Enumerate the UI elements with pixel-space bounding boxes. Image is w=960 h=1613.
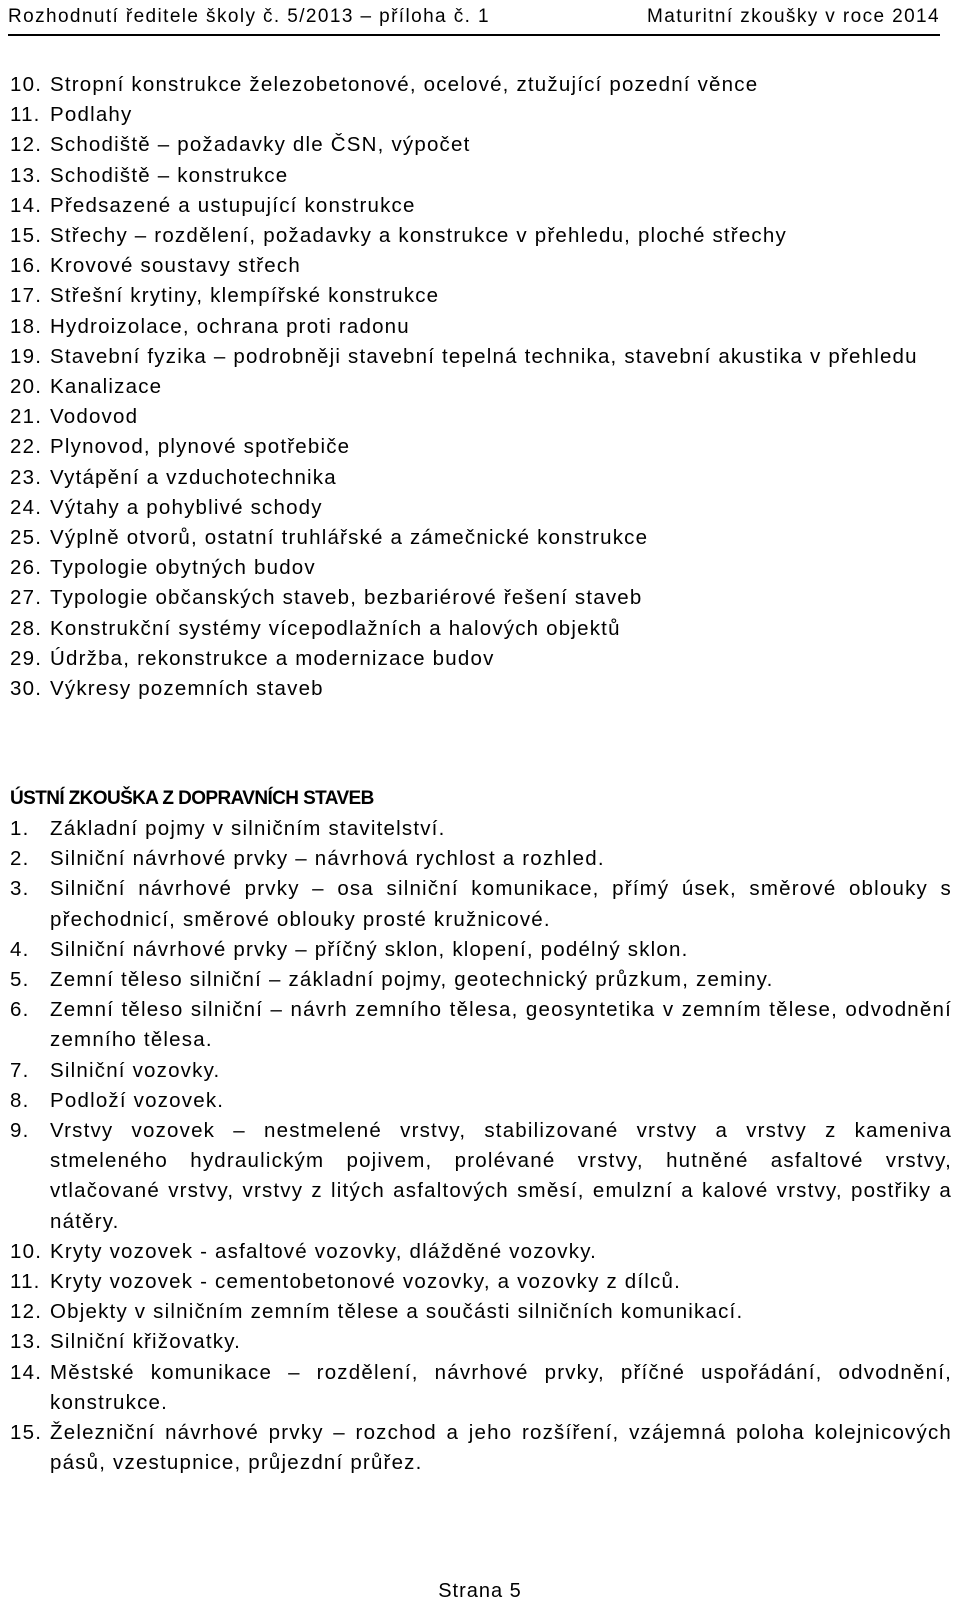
- item-text: Stropní konstrukce železobetonové, ocelové, ztužující pozední věnce: [50, 73, 759, 96]
- list-item: [10, 1086, 952, 1116]
- item-text: Plynovod, plynové spotřebiče: [50, 435, 351, 459]
- item-number: 29.: [10, 646, 43, 670]
- item-number: 13.: [10, 163, 43, 187]
- item-text: Kryty vozovek - asfaltové vozovky, dlážděné vozovky.: [50, 1239, 598, 1263]
- item-number: 14.: [10, 193, 43, 217]
- list-item: [10, 312, 952, 342]
- item-number: 7.: [10, 1058, 30, 1082]
- list-item: [10, 191, 952, 221]
- item-number: 25.: [10, 526, 43, 550]
- item-text: Stavební fyzika – podrobněji stavební tepelná technika, stavební akustika v přehledu: [50, 344, 918, 368]
- item-text: Zemní těleso silniční – návrh zemního tělesa, geosyntetika v zemním tělese, odvodnění zemního tělesa.: [50, 998, 952, 1052]
- item-number: 8.: [10, 1088, 30, 1112]
- item-text: Silniční vozovky.: [50, 1058, 221, 1082]
- item-text: Střechy – rozdělení, požadavky a konstrukce v přehledu, ploché střechy: [50, 224, 787, 248]
- item-number: 26.: [10, 556, 43, 580]
- list-item: [10, 100, 952, 130]
- item-number: 3.: [10, 877, 30, 901]
- item-text: Schodiště – požadavky dle ČSN, výpočet: [50, 133, 471, 157]
- list-item: [10, 644, 952, 674]
- item-text: Typologie občanských staveb, bezbariérové řešení staveb: [50, 586, 643, 610]
- item-number: 22.: [10, 435, 43, 459]
- item-number: 23.: [10, 465, 43, 489]
- item-text: Konstrukční systémy vícepodlažních a halových objektů: [50, 616, 621, 640]
- item-number: 30.: [10, 677, 43, 701]
- list-item: [10, 1116, 952, 1237]
- list-item: [10, 130, 952, 160]
- list-item: [10, 965, 952, 995]
- item-number: 19.: [10, 344, 43, 368]
- item-number: 2.: [10, 847, 30, 871]
- list-item: [10, 1297, 952, 1327]
- item-text: Objekty v silničním zemním tělese a součásti silničních komunikací.: [50, 1300, 744, 1324]
- list-item: [10, 995, 952, 1055]
- item-number: 5.: [10, 968, 30, 992]
- list-item: [10, 1056, 952, 1086]
- list-item: [10, 523, 952, 553]
- list-item: [10, 161, 952, 191]
- list-item: [10, 874, 952, 934]
- item-text: Silniční návrhové prvky – příčný sklon, klopení, podélný sklon.: [50, 937, 689, 961]
- item-text: Vrstvy vozovek – nestmelené vrstvy, stabilizované vrstvy a vrstvy z kameniva stmeleného hydraulickým pojivem, prolévané vrstvy, hutněné asfaltové vrstvy, vtlačované vrstvy, vrstvy z litých asfaltových směsí, emulzní a kalové vrstvy, postřiky a nátěry.: [50, 1119, 952, 1233]
- item-text: Vytápění a vzduchotechnika: [50, 465, 337, 489]
- list-item: [10, 1358, 952, 1418]
- item-text: Typologie obytných budov: [50, 556, 316, 580]
- item-text: Podloží vozovek.: [50, 1088, 225, 1112]
- list-item: [10, 814, 952, 844]
- construction-topics-list: [10, 70, 952, 704]
- list-item: [10, 844, 952, 874]
- list-item: [10, 1327, 952, 1357]
- item-number: 27.: [10, 586, 43, 610]
- list-item: [10, 342, 952, 372]
- list-item: [10, 1267, 952, 1297]
- item-text: Podlahy: [50, 103, 133, 127]
- item-number: 20.: [10, 375, 43, 399]
- item-number: 17.: [10, 284, 43, 308]
- list-item: [10, 583, 952, 613]
- list-item: [10, 614, 952, 644]
- item-text: Předsazené a ustupující konstrukce: [50, 193, 416, 217]
- item-text: Výkresy pozemních staveb: [50, 677, 324, 701]
- item-text: Výtahy a pohyblivé schody: [50, 495, 323, 519]
- item-number: 1.: [10, 817, 30, 840]
- item-number: 12.: [10, 133, 43, 157]
- page-number: Strana 5: [438, 1580, 522, 1602]
- item-text: Hydroizolace, ochrana proti radonu: [50, 314, 410, 338]
- list-item: [10, 935, 952, 965]
- item-number: 6.: [10, 998, 30, 1022]
- item-number: 28.: [10, 616, 43, 640]
- item-number: 16.: [10, 254, 43, 278]
- list-item: [10, 553, 952, 583]
- list-item: [10, 251, 952, 281]
- item-number: 24.: [10, 495, 43, 519]
- list-item: [10, 402, 952, 432]
- item-text: Kanalizace: [50, 375, 163, 399]
- header-right-text: Maturitní zkoušky v roce 2014: [647, 6, 940, 27]
- list-item: [10, 281, 952, 311]
- list-item: [10, 372, 952, 402]
- list-item: [10, 674, 952, 704]
- item-text: Základní pojmy v silničním stavitelství.: [50, 817, 446, 840]
- item-text: Městské komunikace – rozdělení, návrhové prvky, příčné uspořádání, odvodnění, konstrukce.: [50, 1360, 952, 1414]
- item-text: Kryty vozovek - cementobetonové vozovky, a vozovky z dílců.: [50, 1270, 681, 1294]
- item-text: Železniční návrhové prvky – rozchod a jeho rozšíření, vzájemná poloha kolejnicových pásů, vzestupnice, průjezdní průřez.: [50, 1421, 952, 1475]
- item-number: 11.: [10, 1270, 41, 1294]
- transport-topics-list: [10, 814, 952, 1478]
- item-text: Krovové soustavy střech: [50, 254, 301, 278]
- list-item: [10, 70, 952, 100]
- item-text: Silniční návrhové prvky – osa silniční komunikace, přímý úsek, směrové oblouky s přechodnicí, směrové oblouky prosté kružnicové.: [50, 877, 952, 931]
- item-text: Údržba, rekonstrukce a modernizace budov: [50, 646, 495, 670]
- item-number: 12.: [10, 1300, 43, 1324]
- list-item: [10, 463, 952, 493]
- item-text: Silniční křižovatky.: [50, 1330, 242, 1354]
- item-number: 11.: [10, 103, 41, 127]
- item-number: 13.: [10, 1330, 43, 1354]
- item-number: 15.: [10, 1421, 43, 1445]
- list-item: [10, 1237, 952, 1267]
- section-heading: ÚSTNÍ ZKOUŠKA Z DOPRAVNÍCH STAVEB: [10, 788, 374, 809]
- item-text: Střešní krytiny, klempířské konstrukce: [50, 284, 440, 308]
- item-text: Zemní těleso silniční – základní pojmy, geotechnický průzkum, zeminy.: [50, 968, 774, 992]
- item-number: 14.: [10, 1360, 43, 1384]
- list-item: [10, 432, 952, 462]
- list-item: [10, 221, 952, 251]
- item-number: 9.: [10, 1119, 30, 1143]
- item-text: Schodiště – konstrukce: [50, 163, 289, 187]
- item-text: Výplně otvorů, ostatní truhlářské a zámečnické konstrukce: [50, 526, 649, 550]
- item-text: Vodovod: [50, 405, 139, 429]
- page-header: [8, 6, 940, 36]
- item-number: 10.: [10, 1239, 43, 1263]
- item-number: 15.: [10, 224, 43, 248]
- list-item: [10, 1418, 952, 1478]
- item-number: 10.: [10, 73, 43, 96]
- header-left-text: Rozhodnutí ředitele školy č. 5/2013 – příloha č. 1: [8, 6, 490, 27]
- item-number: 18.: [10, 314, 43, 338]
- item-number: 4.: [10, 937, 30, 961]
- item-text: Silniční návrhové prvky – návrhová rychlost a rozhled.: [50, 847, 605, 871]
- list-item: [10, 493, 952, 523]
- item-number: 21.: [10, 405, 43, 429]
